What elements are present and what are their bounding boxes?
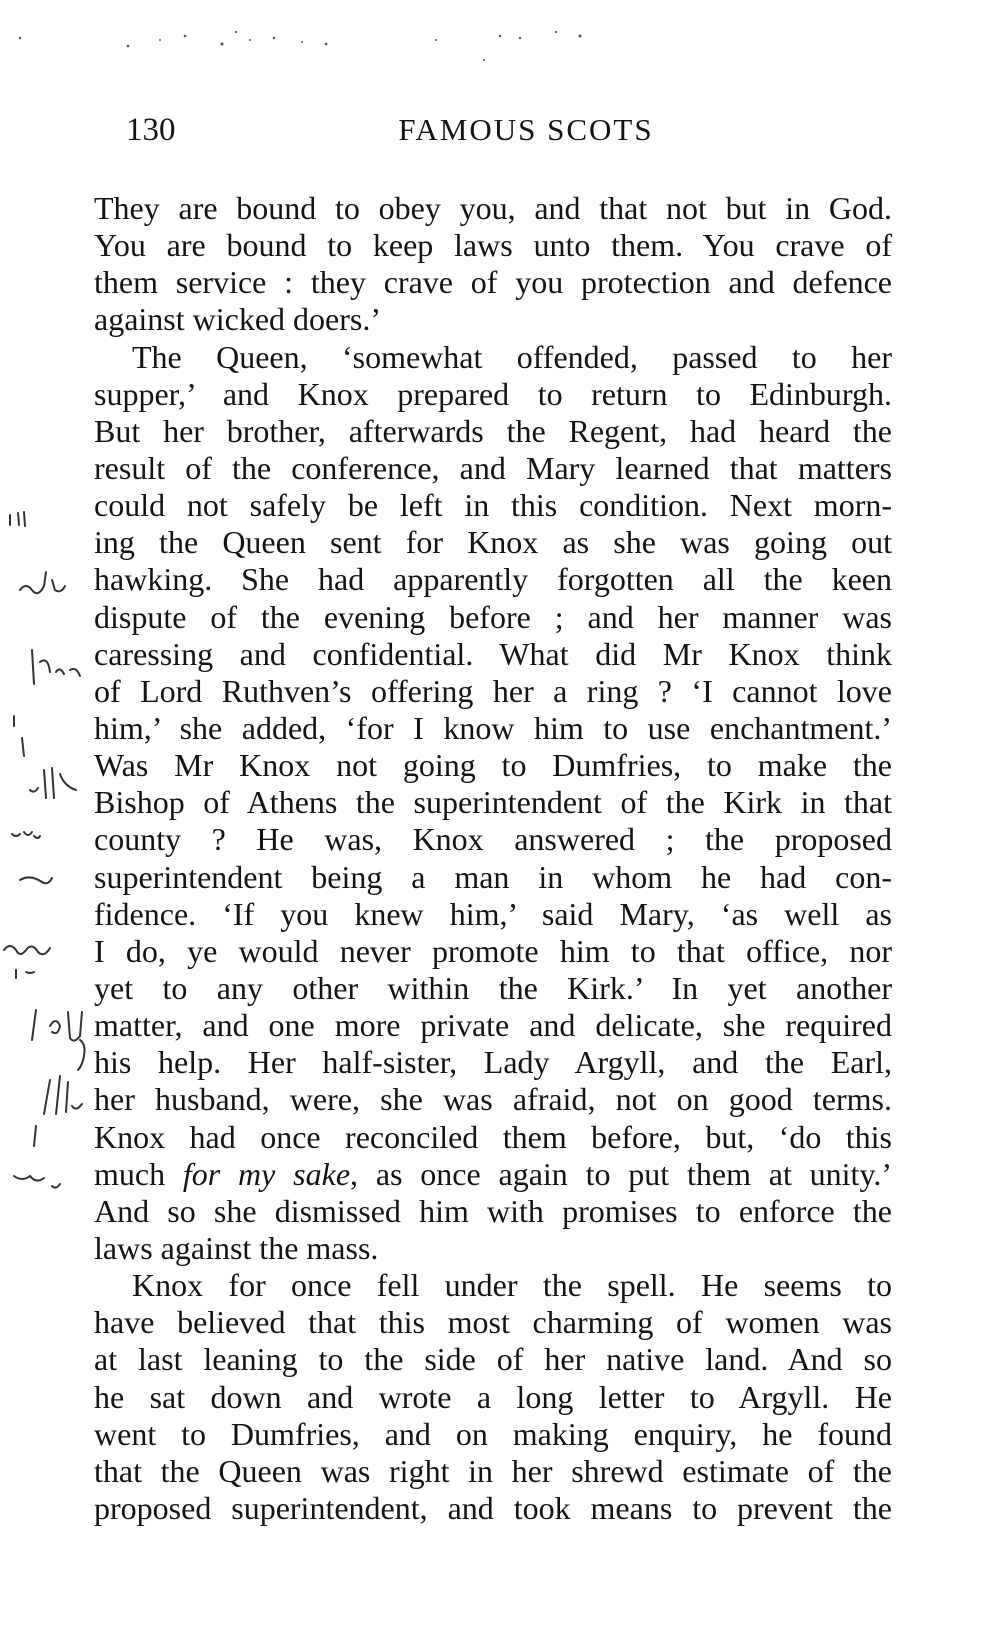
text-line: proposed superintendent, and took means to prevent the — [94, 1489, 892, 1526]
text-line: fidence. ‘If you knew him,’ said Mary, ‘as well as — [94, 895, 892, 932]
text-line: result of the conference, and Mary learned that matters — [94, 449, 892, 486]
text-line: her husband, were, she was afraid, not on good terms. — [94, 1081, 892, 1118]
italic-emphasis: for my sake — [182, 1155, 351, 1192]
text-line: matter, and one more private and delicate, she required — [94, 1007, 892, 1044]
text-line: him,’ she added, ‘for I know him to use enchantment.’ — [94, 709, 892, 746]
text-line: yet to any other within the Kirk.’ In yet another — [94, 969, 892, 1006]
text-line: Knox for once fell under the spell. He seems to — [132, 1267, 892, 1304]
text-line: them service : they crave of you protection and defence — [94, 264, 892, 301]
handwritten-margin-notes — [0, 0, 100, 1645]
text-line: And so she dismissed him with promises to enforce the — [94, 1192, 892, 1229]
text-line: he sat down and wrote a long letter to Argyll. He — [94, 1378, 892, 1415]
text-line: I do, ye would never promote him to that office, nor — [94, 932, 892, 969]
text-line: at last leaning to the side of her native land. And so — [94, 1341, 892, 1378]
text-line: The Queen, ‘somewhat offended, passed to her — [132, 338, 892, 375]
text-line: Was Mr Knox not going to Dumfries, to make the — [94, 747, 892, 784]
text-line: have believed that this most charming of women was — [94, 1304, 892, 1341]
text-line: hawking. She had apparently forgotten all the keen — [94, 561, 892, 598]
page-number: 130 — [126, 112, 176, 148]
body-text — [94, 190, 892, 1527]
text-line — [94, 1156, 892, 1193]
text-line: ing the Queen sent for Knox as she was going out — [94, 524, 892, 561]
text-line: laws against the mass. — [94, 1229, 379, 1266]
text-line: could not safely be left in this condition. Next morn- — [94, 487, 892, 524]
text-line: You are bound to keep laws unto them. You crave of — [94, 227, 892, 264]
text-line: that the Queen was right in her shrewd estimate of the — [94, 1452, 892, 1489]
text-line: supper,’ and Knox prepared to return to Edinburgh. — [94, 375, 892, 412]
text-line: Knox had once reconciled them before, but, ‘do this — [94, 1118, 892, 1155]
scan-specks — [0, 0, 1000, 80]
text-line: Bishop of Athens the superintendent of the Kirk in that — [94, 784, 892, 821]
text-line: dispute of the evening before ; and her manner was — [94, 598, 892, 635]
text-line: went to Dumfries, and on making enquiry, he found — [94, 1415, 892, 1452]
text-line: But her brother, afterwards the Regent, had heard the — [94, 412, 892, 449]
text-line: his help. Her half-sister, Lady Argyll, and the Earl, — [94, 1044, 892, 1081]
text-line: They are bound to obey you, and that not but in God. — [94, 190, 892, 226]
page-header — [126, 112, 926, 162]
text-line: superintendent being a man in whom he had con- — [94, 858, 892, 895]
text-line: against wicked doers.’ — [94, 301, 382, 338]
text-line: county ? He was, Knox answered ; the proposed — [94, 821, 892, 858]
text-line: of Lord Ruthven’s offering her a ring ? ‘I cannot love — [94, 672, 892, 709]
text-line: caressing and confidential. What did Mr Knox think — [94, 635, 892, 672]
text-line-part: much — [94, 1155, 183, 1192]
running-head: FAMOUS SCOTS — [398, 112, 654, 147]
text-line-part: , as once again to put them at unity.’ — [350, 1155, 893, 1192]
